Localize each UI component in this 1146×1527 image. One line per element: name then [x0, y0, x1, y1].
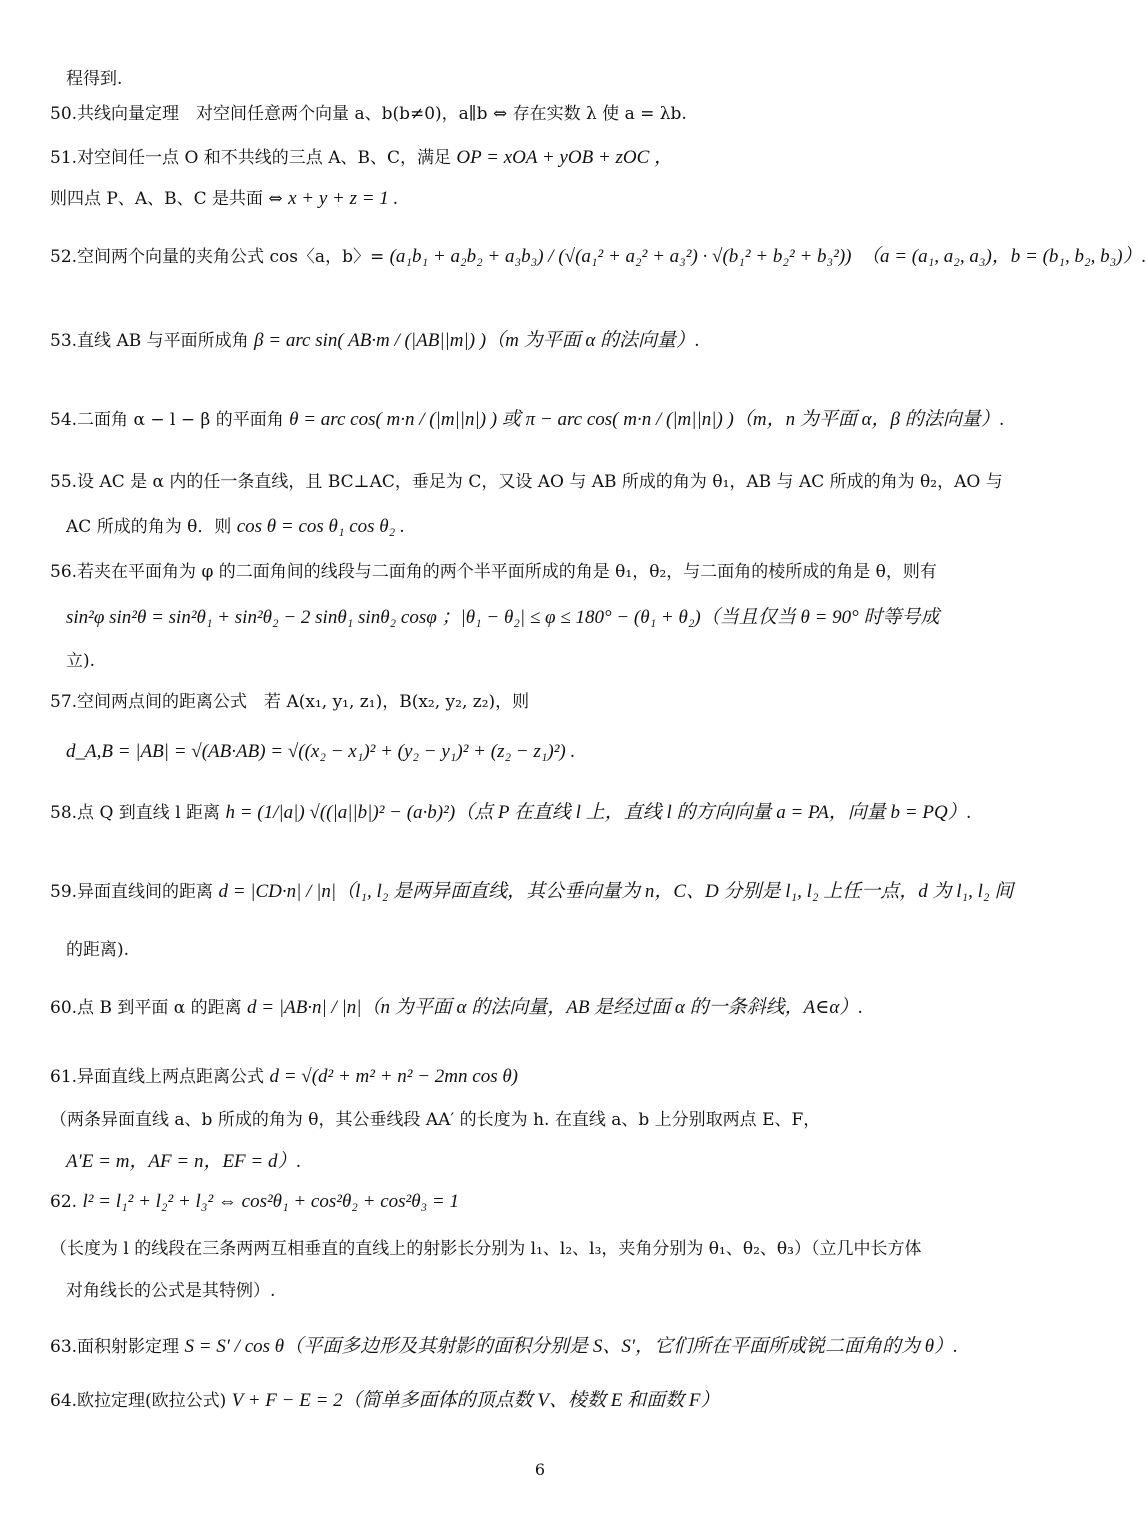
- formula-item-55-line2: AC 所成的角为 θ．则 cos θ = cos θ₁ cos θ₂ .: [66, 516, 405, 537]
- formula-item-56-line2: sin²φ sin²θ = sin²θ₁ + sin²θ₂ − 2 sinθ₁ sinθ₂ cosφ ；|θ₁ − θ₂| ≤ φ ≤ 180° − (θ₁ + θ₂)（当且仅当 θ = 90° 时等号成: [66, 607, 940, 628]
- formula-item-62-line1: 62. l² = l₁² + l₂² + l₃² ⇔ cos²θ₁ + cos²θ₂ + cos²θ₃ = 1: [50, 1191, 459, 1212]
- formula-item-56-line3: 立).: [66, 651, 96, 671]
- formula-item-57-line1: 57.空间两点间的距离公式 若 A(x₁, y₁, z₁)，B(x₂, y₂, z₂)，则: [50, 692, 530, 712]
- formula-item-59-line1: 59.异面直线间的距离 d = |CD·n| / |n|（l₁, l₂ 是两异面直线，其公垂向量为 n，C、D 分别是 l₁, l₂ 上任一点，d 为 l₁, l₂ 间: [50, 881, 1014, 902]
- page-number: 6: [534, 1460, 546, 1479]
- formula-item-61-line2: （两条异面直线 a、b 所成的角为 θ，其公垂线段 AA′ 的长度为 h. 在直线 a、b 上分别取两点 E、F，: [50, 1110, 821, 1130]
- formula-item-51-line1: 51.对空间任一点 O 和不共线的三点 A、B、C，满足 OP = xOA + yOB + zOC ，: [50, 147, 674, 168]
- formula-item-55-line1: 55.设 AC 是 α 内的任一条直线，且 BC⊥AC，垂足为 C，又设 AO 与 AB 所成的角为 θ₁，AB 与 AC 所成的角为 θ₂，AO 与: [50, 472, 1003, 492]
- formula-item-58: 58.点 Q 到直线 l 距离 h = (1/|a|) √((|a||b|)² − (a·b)²)（点 P 在直线 l 上，直线 l 的方向向量 a = PA，向量 b = PQ）.: [50, 802, 972, 823]
- formula-item-64: 64.欧拉定理(欧拉公式) V + F − E = 2（简单多面体的顶点数 V、棱数 E 和面数 F）: [50, 1390, 720, 1411]
- formula-item-54: 54.二面角 α − l − β 的平面角 θ = arc cos( m·n / (|m||n|) ) 或 π − arc cos( m·n / (|m||n|) )（m，n 为平面 α，β 的法向量）.: [50, 409, 1005, 430]
- formula-item-61-line3: A′E = m，AF = n，EF = d）.: [66, 1151, 302, 1172]
- formula-item-52: 52.空间两个向量的夹角公式 cos〈a，b〉= (a₁b₁ + a₂b₂ + a₃b₃) / (√(a₁² + a₂² + a₃²) · √(b₁² + b₂² + b₃²)) （a = (a₁, a₂, a₃)，b = (b₁, b₂, b₃)）.: [50, 246, 1146, 267]
- text-line-intro: 程得到.: [66, 69, 123, 89]
- formula-item-57-line2: d_A,B = |AB| = √(AB·AB) = √((x₂ − x₁)² + (y₂ − y₁)² + (z₂ − z₁)²) .: [66, 741, 576, 762]
- formula-item-63: 63.面积射影定理 S = S′ / cos θ（平面多边形及其射影的面积分别是 S、S′，它们所在平面所成锐二面角的为 θ）.: [50, 1336, 958, 1357]
- formula-item-56-line1: 56.若夹在平面角为 φ 的二面角间的线段与二面角的两个半平面所成的角是 θ₁，θ₂，与二面角的棱所成的角是 θ，则有: [50, 562, 937, 582]
- formula-item-53: 53.直线 AB 与平面所成角 β = arc sin( AB·m / (|AB||m|) )（m 为平面 α 的法向量）.: [50, 330, 700, 351]
- formula-item-50: 50.共线向量定理 对空间任意两个向量 a、b(b≠0)，a∥b ⇔ 存在实数 λ 使 a = λb.: [50, 104, 687, 124]
- formula-item-62-line2: （长度为 l 的线段在三条两两互相垂直的直线上的射影长分别为 l₁、l₂、l₃，夹角分别为 θ₁、θ₂、θ₃）（立几中长方体: [50, 1239, 922, 1259]
- formula-item-61-line1: 61.异面直线上两点距离公式 d = √(d² + m² + n² − 2mn cos θ): [50, 1066, 519, 1087]
- formula-item-62-line3: 对角线长的公式是其特例）.: [66, 1281, 276, 1301]
- formula-item-60: 60.点 B 到平面 α 的距离 d = |AB·n| / |n|（n 为平面 α 的法向量，AB 是经过面 α 的一条斜线，A∈α）.: [50, 997, 864, 1018]
- formula-item-59-line2: 的距离).: [66, 940, 130, 960]
- formula-item-51-line2: 则四点 P、A、B、C 是共面 ⇔ x + y + z = 1 .: [50, 188, 399, 209]
